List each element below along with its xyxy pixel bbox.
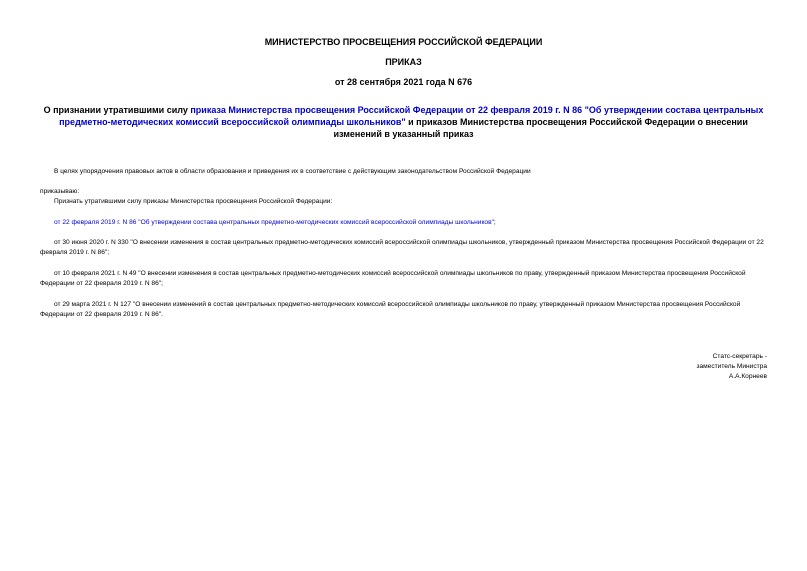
title-link[interactable]: приказа Министерства просвещения Российской Федерации от 22 февраля 2019 г. N 86 "Об утверждении состава центральных предметно-методических комиссий всероссийской олимпиады школьников" [59,105,764,127]
revoked-item-4: от 29 марта 2021 г. N 127 "О внесении изменений в состав центральных предметно-методических комиссий всероссийской олимпиады школьников по праву, утвержденный приказом Министерства просвещения Российской Федерации от 22 февраля 2019 г. N 86". [40,301,741,318]
title-text-start: О признании утратившими силу [43,105,191,115]
document-type: ПРИКАЗ [385,57,422,67]
ministry-name: МИНИСТЕРСТВО ПРОСВЕЩЕНИЯ РОССИЙСКОЙ ФЕДЕРАЦИИ [264,37,543,47]
revoked-item-1 [40,218,781,228]
document-title [40,104,767,140]
declare-paragraph: Признать утратившими силу приказы Министерства просвещения Российской Федерации: [54,198,333,205]
signature-position-2: заместитель Министра [696,363,767,370]
revoked-item-2: от 30 июня 2020 г. N 330 "О внесении изменения в состав центральных предметно-методических комиссий всероссийской олимпиады школьников, утвержденный приказом Министерства просвещения Российской Федерации от 22 февраля 2019 г. N 86"; [40,239,764,256]
revoked-item-3: от 10 февраля 2021 г. N 49 "О внесении изменения в состав центральных предметно-методических комиссий всероссийской олимпиады школьников по праву, утвержденный приказом Министерства просвещения Российской Федерации от 22 февраля 2019 г. N 86"; [40,270,746,287]
orders-paragraph: приказываю: [40,188,80,195]
document-date: от 28 сентября 2021 года N 676 [334,77,473,87]
signature-block [567,352,767,382]
title-text-end: и приказов Министерства просвещения Российской Федерации о внесении изменений в указанный приказ [333,117,748,139]
signature-name: А.А.Корнеев [728,373,767,380]
signature-position-1: Статс-секретарь - [712,353,767,360]
revoked-item-1-end: ; [493,219,496,226]
revoked-item-1-link[interactable]: от 22 февраля 2019 г. N 86 "Об утверждении состава центральных предметно-методических комиссий всероссийской олимпиады школьников" [54,219,494,226]
preamble-paragraph: В целях упорядочения правовых актов в области образования и приведения их в соответствие с действующим законодательством Российской Федерации [54,168,531,175]
